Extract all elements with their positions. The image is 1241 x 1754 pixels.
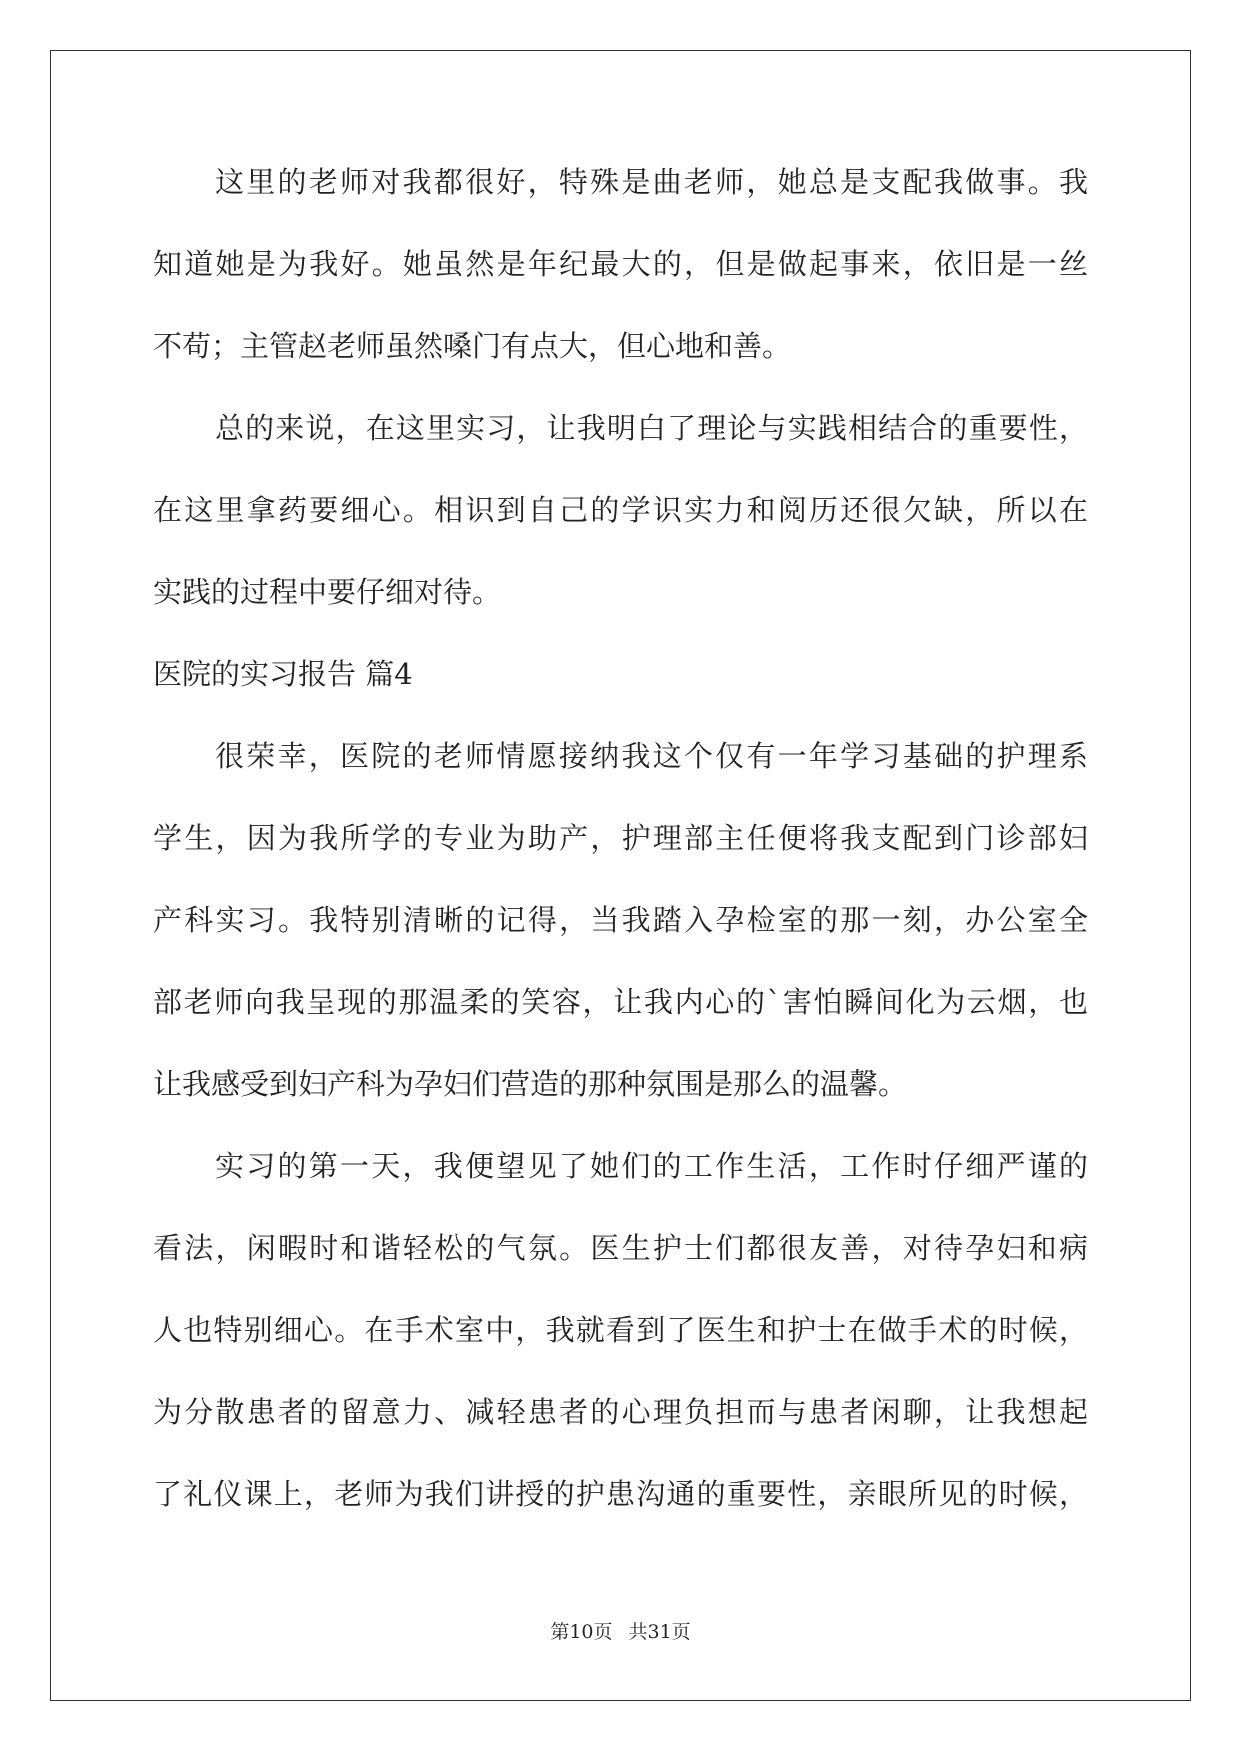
paragraph-line: 人也特别细心。在手术室中，我就看到了医生和护士在做手术的时候， <box>153 1313 1088 1347</box>
paragraph-line: 学生，因为我所学的专业为助产，护理部主任便将我支配到门诊部妇 <box>153 821 1088 855</box>
paragraph-line: 不苟；主管赵老师虽然嗓门有点大，但心地和善。 <box>153 329 792 363</box>
paragraph-line: 了礼仪课上，老师为我们讲授的护患沟通的重要性，亲眼所见的时候， <box>153 1477 1088 1511</box>
paragraph-line: 让我感受到妇产科为孕妇们营造的那种氛围是那么的温馨。 <box>153 1067 908 1101</box>
page-footer <box>0 1620 1241 1644</box>
page-number: 第10页 <box>550 1621 613 1643</box>
paragraph-line: 很荣幸，医院的老师情愿接纳我这个仅有一年学习基础的护理系 <box>215 739 1088 773</box>
paragraph-line: 部老师向我呈现的那温柔的笑容，让我内心的`害怕瞬间化为云烟，也 <box>153 985 1088 1019</box>
paragraph-line: 实习的第一天，我便望见了她们的工作生活，工作时仔细严谨的 <box>215 1149 1088 1183</box>
paragraph-line: 实践的过程中要仔细对待。 <box>153 575 502 609</box>
paragraph-line: 这里的老师对我都很好，特殊是曲老师，她总是支配我做事。我 <box>215 165 1088 199</box>
paragraph-line: 在这里拿药要细心。相识到自己的学识实力和阅历还很欠缺，所以在 <box>153 493 1088 527</box>
paragraph-line: 产科实习。我特别清晰的记得，当我踏入孕检室的那一刻，办公室全 <box>153 903 1088 937</box>
page-total: 共31页 <box>628 1621 691 1643</box>
paragraph-line: 看法，闲暇时和谐轻松的气氛。医生护士们都很友善，对待孕妇和病 <box>153 1231 1088 1265</box>
page-border <box>50 50 1191 1701</box>
paragraph-line: 知道她是为我好。她虽然是年纪最大的，但是做起事来，依旧是一丝 <box>153 247 1088 281</box>
paragraph-line: 为分散患者的留意力、减轻患者的心理负担而与患者闲聊，让我想起 <box>153 1395 1088 1429</box>
paragraph-line: 总的来说，在这里实习，让我明白了理论与实践相结合的重要性， <box>215 411 1088 445</box>
section-heading: 医院的实习报告 篇4 <box>153 657 413 691</box>
